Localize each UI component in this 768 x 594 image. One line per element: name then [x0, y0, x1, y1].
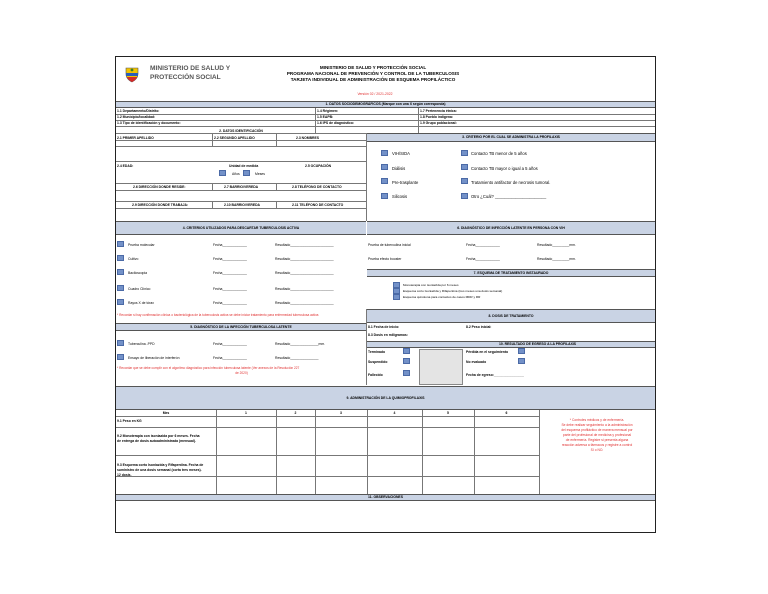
prueba-molecular-fecha[interactable]: Fecha_____________	[213, 243, 247, 247]
prueba-molecular-checkbox[interactable]	[117, 241, 124, 247]
field-2-8[interactable]: 2.8 TELÉFONO DE CONTACTO	[292, 185, 342, 189]
section3-title: 3. CRITERIO POR EL CUAL SE ADMINISTRA LA PROFILAXIS	[462, 135, 560, 139]
pretrasplante-checkbox[interactable]	[381, 178, 388, 184]
cuadro-clinico-resultado[interactable]: Resultado_______________________	[275, 287, 334, 291]
section11-title: 11. OBSERVACIONES	[368, 495, 403, 499]
ministry-name-line1: MINISTERIO DE SALUD Y	[150, 65, 231, 72]
field-1-6[interactable]: 1.6 IPS de diagnóstico:	[317, 121, 355, 125]
side-note-4: parte del profesional de medicina y profesional	[562, 433, 632, 437]
igra-fecha[interactable]: Fecha_____________	[213, 356, 247, 360]
baciloscopia-resultado[interactable]: Resultado_______________________	[275, 271, 334, 275]
section7-title: 7. ESQUEMA DE TRATAMIENTO INSTAURADO	[473, 271, 549, 275]
field-1-8[interactable]: 1.8 Pueblo indígena:	[420, 115, 453, 119]
administration-table	[116, 410, 540, 494]
cultivo-checkbox[interactable]	[117, 255, 124, 261]
dialisis-label: Diálisis	[392, 166, 406, 171]
section4-note: * Recordar si hay confirmación clínica o bacteriológica de la tuberculosis activa se debe iniciar tratamiento para enfermedad tuberculosa activa	[117, 313, 319, 317]
esquema-quinolona-label: Esquema quinolona para contactos de casos MDR y RR	[403, 295, 481, 299]
title-line2: PROGRAMA NACIONAL DE PREVENCIÓN Y CONTROL DE LA TUBERCULOSIS	[286, 71, 460, 76]
antifactor-checkbox[interactable]	[461, 178, 468, 184]
col-1: 1	[245, 411, 247, 415]
field-2-10[interactable]: 2.10 BARRIO/VEREDA	[224, 203, 260, 207]
rayos-x-checkbox[interactable]	[117, 299, 124, 305]
col-3: 3	[340, 411, 342, 415]
dialisis-checkbox[interactable]	[381, 164, 388, 170]
field-1-3[interactable]: 1.3 Tipo de identificación y documento:	[117, 121, 181, 125]
section4-title: 4. CRITERIOS UTILIZADOS PARA DESCARTAR TUBERCULOSIS ACTIVA	[182, 226, 300, 230]
side-note-6: reacción adversa a fármacos y registre a control	[561, 443, 633, 447]
esquema-corto-label: Esquema corto Isoniazida y Rifapentina (tres meses una dosis semanal)	[403, 289, 503, 293]
field-8-1[interactable]: 8.1 Fecha de inicio:	[368, 325, 400, 329]
pretrasplante-label: Pre-trasplante	[392, 180, 419, 185]
section5-note-line1: * Recordar que se debe cumplir con el algoritmo diagnóstico para infección tuberculosa latente (Ver anexos de la Resolución 227	[117, 366, 300, 370]
no-evaluado-checkbox[interactable]	[518, 358, 525, 364]
contacto-mayor-label: Contacto TB mayor o igual a 5 años	[471, 166, 538, 171]
perdida-checkbox[interactable]	[518, 348, 525, 354]
field-2-9[interactable]: 2.9 DIRECCIÓN DONDE TRABAJA:	[132, 203, 189, 207]
tuberculina-checkbox[interactable]	[117, 340, 124, 346]
egreso-gray-box	[419, 349, 463, 385]
row-esquema-corto-line1: 9.3 Esquema corto Isoniazida y Rifapentina. Fecha de	[117, 463, 204, 467]
suspendido-checkbox[interactable]	[403, 358, 410, 364]
cuadro-clinico-checkbox[interactable]	[117, 285, 124, 291]
row-monoterapia-line1: 9.2 Monoterapia con isoniazida por 6 meses. Fecha	[117, 434, 200, 438]
cuadro-clinico-label: Cuadro Clínico	[128, 287, 151, 291]
no-evaluado-label: No evaluado	[466, 360, 487, 364]
cultivo-fecha[interactable]: Fecha_____________	[213, 257, 247, 261]
fecha-egreso-field[interactable]: Fecha de egreso:________________	[466, 373, 525, 377]
field-1-9[interactable]: 1.9 Grupo poblacional:	[420, 121, 457, 125]
side-note-7: SI o NO.	[590, 448, 604, 452]
field-2-11[interactable]: 2.11 TELÉFONO DE CONTACTO	[292, 203, 344, 207]
section10-title: 10. RESULTADO DE EGRESO A LA PROFILAXIS	[498, 342, 577, 346]
col-5: 5	[447, 411, 449, 415]
col-6: 6	[505, 411, 508, 415]
field-2-2[interactable]: 2.2 SEGUNDO APELLIDO	[214, 136, 255, 140]
field-2-4[interactable]: 2.4 EDAD:	[117, 164, 134, 168]
cultivo-label: Cultivo	[128, 257, 139, 261]
age-unit-label: Unidad de medida	[229, 164, 259, 168]
field-1-2[interactable]: 1.2 Municipio/localidad:	[117, 115, 156, 119]
row-esquema-corto-line3: 12 dosis.	[117, 473, 132, 477]
section6-title: 6. DIAGNÓSTICO DE INFECCIÓN LATENTE EN PERSONA CON VIH	[457, 226, 565, 230]
contacto-mayor-checkbox[interactable]	[461, 164, 468, 170]
vih-checkbox[interactable]	[381, 150, 388, 156]
otro-checkbox[interactable]	[461, 193, 468, 199]
row-esquema-corto-line2: suministro de una dosis semanal (corta tres meses).	[117, 468, 202, 472]
version-text: Versión 02 / 2021-2022	[357, 92, 393, 96]
col-2: 2	[294, 411, 297, 415]
fallecido-checkbox[interactable]	[403, 370, 410, 376]
rayos-x-resultado[interactable]: Resultado_______________________	[275, 301, 334, 305]
baciloscopia-fecha[interactable]: Fecha_____________	[213, 271, 247, 275]
tuberculina-resultado[interactable]: Resultado_______________mm.	[275, 342, 326, 346]
side-note-5: de enfermería. Registre si presenta alguna	[565, 438, 629, 442]
rayos-x-fecha[interactable]: Fecha_____________	[213, 301, 247, 305]
field-1-1[interactable]: 1.1 Departamento/Distrito:	[117, 109, 160, 113]
silicosis-checkbox[interactable]	[381, 193, 388, 199]
title-line1: MINISTERIO DE SALUD Y PROTECCIÓN SOCIAL	[319, 65, 427, 70]
silicosis-label: Silicosis	[392, 194, 408, 199]
col-mes: Mes	[162, 411, 170, 415]
suspendido-label: Suspendido	[368, 360, 388, 364]
esquema-quinolona-checkbox[interactable]	[393, 294, 400, 300]
field-2-5[interactable]: 2.5 OCUPACIÓN	[305, 164, 332, 168]
rayos-x-label: Rayos X de tórax	[128, 301, 155, 305]
booster-fecha[interactable]: Fecha_____________	[466, 257, 500, 261]
observaciones-area[interactable]	[116, 501, 655, 532]
contacto-menor-label: Contacto TB menor de 5 años	[471, 151, 527, 156]
tuberculina-label: Tuberculina -PPD	[128, 342, 155, 346]
booster-resultado[interactable]: Resultado_________mm.	[537, 257, 576, 261]
months-label: Meses	[255, 172, 265, 176]
section9-title: 9. ADMINISTRACIÓN DE LA QUIMIOPROFILAXIS	[346, 396, 425, 400]
field-8-3[interactable]: 8.3 Dosis en miligramos:	[368, 333, 408, 337]
section1-title: 1. DATOS SOCIODEMOGRÁFICOS (Marque con una X según corresponda)	[325, 102, 446, 106]
title-line3: TARJETA INDIVIDUAL DE ADMINISTRACIÓN DE ESQUEMA PROFILÁCTICO	[290, 77, 456, 82]
baciloscopia-checkbox[interactable]	[117, 269, 124, 275]
months-checkbox[interactable]	[243, 170, 250, 176]
tuberculina-fecha[interactable]: Fecha_____________	[213, 342, 247, 346]
side-note-1: * Controles médicos y de enfermería.	[569, 418, 625, 422]
prueba-molecular-label: Prueba molecular	[128, 243, 155, 247]
baciloscopia-label: Baciloscopia	[128, 271, 148, 275]
section5-title: 5. DIAGNÓSTICO DE LA INFECCIÓN TUBERCULOSA LATENTE	[190, 325, 292, 329]
vih-label: VIH/SIDA	[392, 151, 410, 156]
years-label: Años	[232, 172, 240, 176]
igra-checkbox[interactable]	[117, 354, 124, 360]
side-note-3: del esquema profiláctico de manera mensual por	[561, 428, 633, 432]
field-2-1[interactable]: 2.1 PRIMER APELLIDO	[117, 136, 154, 140]
igra-label: Ensayo de liberación de interferón	[128, 356, 180, 360]
esquema-monoterapia-label: Monoterapia con isoniazida por 6 meses	[403, 283, 459, 287]
prueba-molecular-resultado[interactable]: Resultado_______________________	[275, 243, 334, 247]
row-monoterapia-line2: de entrega de dosis autoadministrada (mensual).	[117, 439, 196, 443]
terminado-checkbox[interactable]	[403, 348, 410, 354]
years-checkbox[interactable]	[219, 170, 226, 176]
cuadro-clinico-fecha[interactable]: Fecha_____________	[213, 287, 247, 291]
field-2-6[interactable]: 2.6 DIRECCIÓN DONDE RESIDE:	[133, 185, 186, 189]
fallecido-label: Fallecido	[368, 373, 383, 377]
tuberculina-inicial-fecha[interactable]: Fecha_____________	[466, 243, 500, 247]
section2-title: 2. DATOS IDENTIFICACIÓN	[219, 129, 263, 133]
perdida-label: Pérdida en el seguimiento	[466, 350, 509, 354]
igra-resultado[interactable]: Resultado_______________	[275, 356, 319, 360]
side-note-2: Se debe realizar seguimiento a la administración	[561, 423, 633, 427]
terminado-label: Terminado	[368, 350, 386, 354]
tuberculina-inicial-label: Prueba de tuberculina inicial	[368, 243, 411, 247]
tuberculina-inicial-resultado[interactable]: Resultado_________mm.	[537, 243, 576, 247]
field-1-7[interactable]: 1.7 Pertenencia étnica:	[420, 109, 457, 113]
booster-label: Prueba efecto booster	[368, 257, 402, 261]
row-peso: 9.1 Peso en KG	[117, 419, 142, 423]
cultivo-resultado[interactable]: Resultado_______________________	[275, 257, 334, 261]
field-2-3[interactable]: 2.3 NOMBRES	[296, 136, 319, 140]
contacto-menor-checkbox[interactable]	[461, 150, 468, 156]
field-2-7[interactable]: 2.7 BARRIO/VEREDA	[224, 185, 259, 189]
field-1-4[interactable]: 1.4 Régimen:	[317, 109, 339, 113]
section8-title: 8. DOSIS DE TRATAMIENTO	[488, 314, 534, 318]
otro-label: Otro ¿Cuál? ______________________	[471, 194, 547, 199]
ministry-name-line2: PROTECCIÓN SOCIAL	[150, 74, 221, 81]
field-8-2[interactable]: 8.2 Peso inicial:	[466, 325, 492, 329]
field-1-5[interactable]: 1.5 EAPB:	[317, 115, 334, 119]
antifactor-label: Tratamiento antifactor de necrosis tumoral.	[471, 180, 551, 185]
section5-note-line2: de 2020)	[235, 371, 248, 375]
col-4: 4	[393, 411, 396, 415]
colombia-shield-icon	[123, 65, 141, 83]
